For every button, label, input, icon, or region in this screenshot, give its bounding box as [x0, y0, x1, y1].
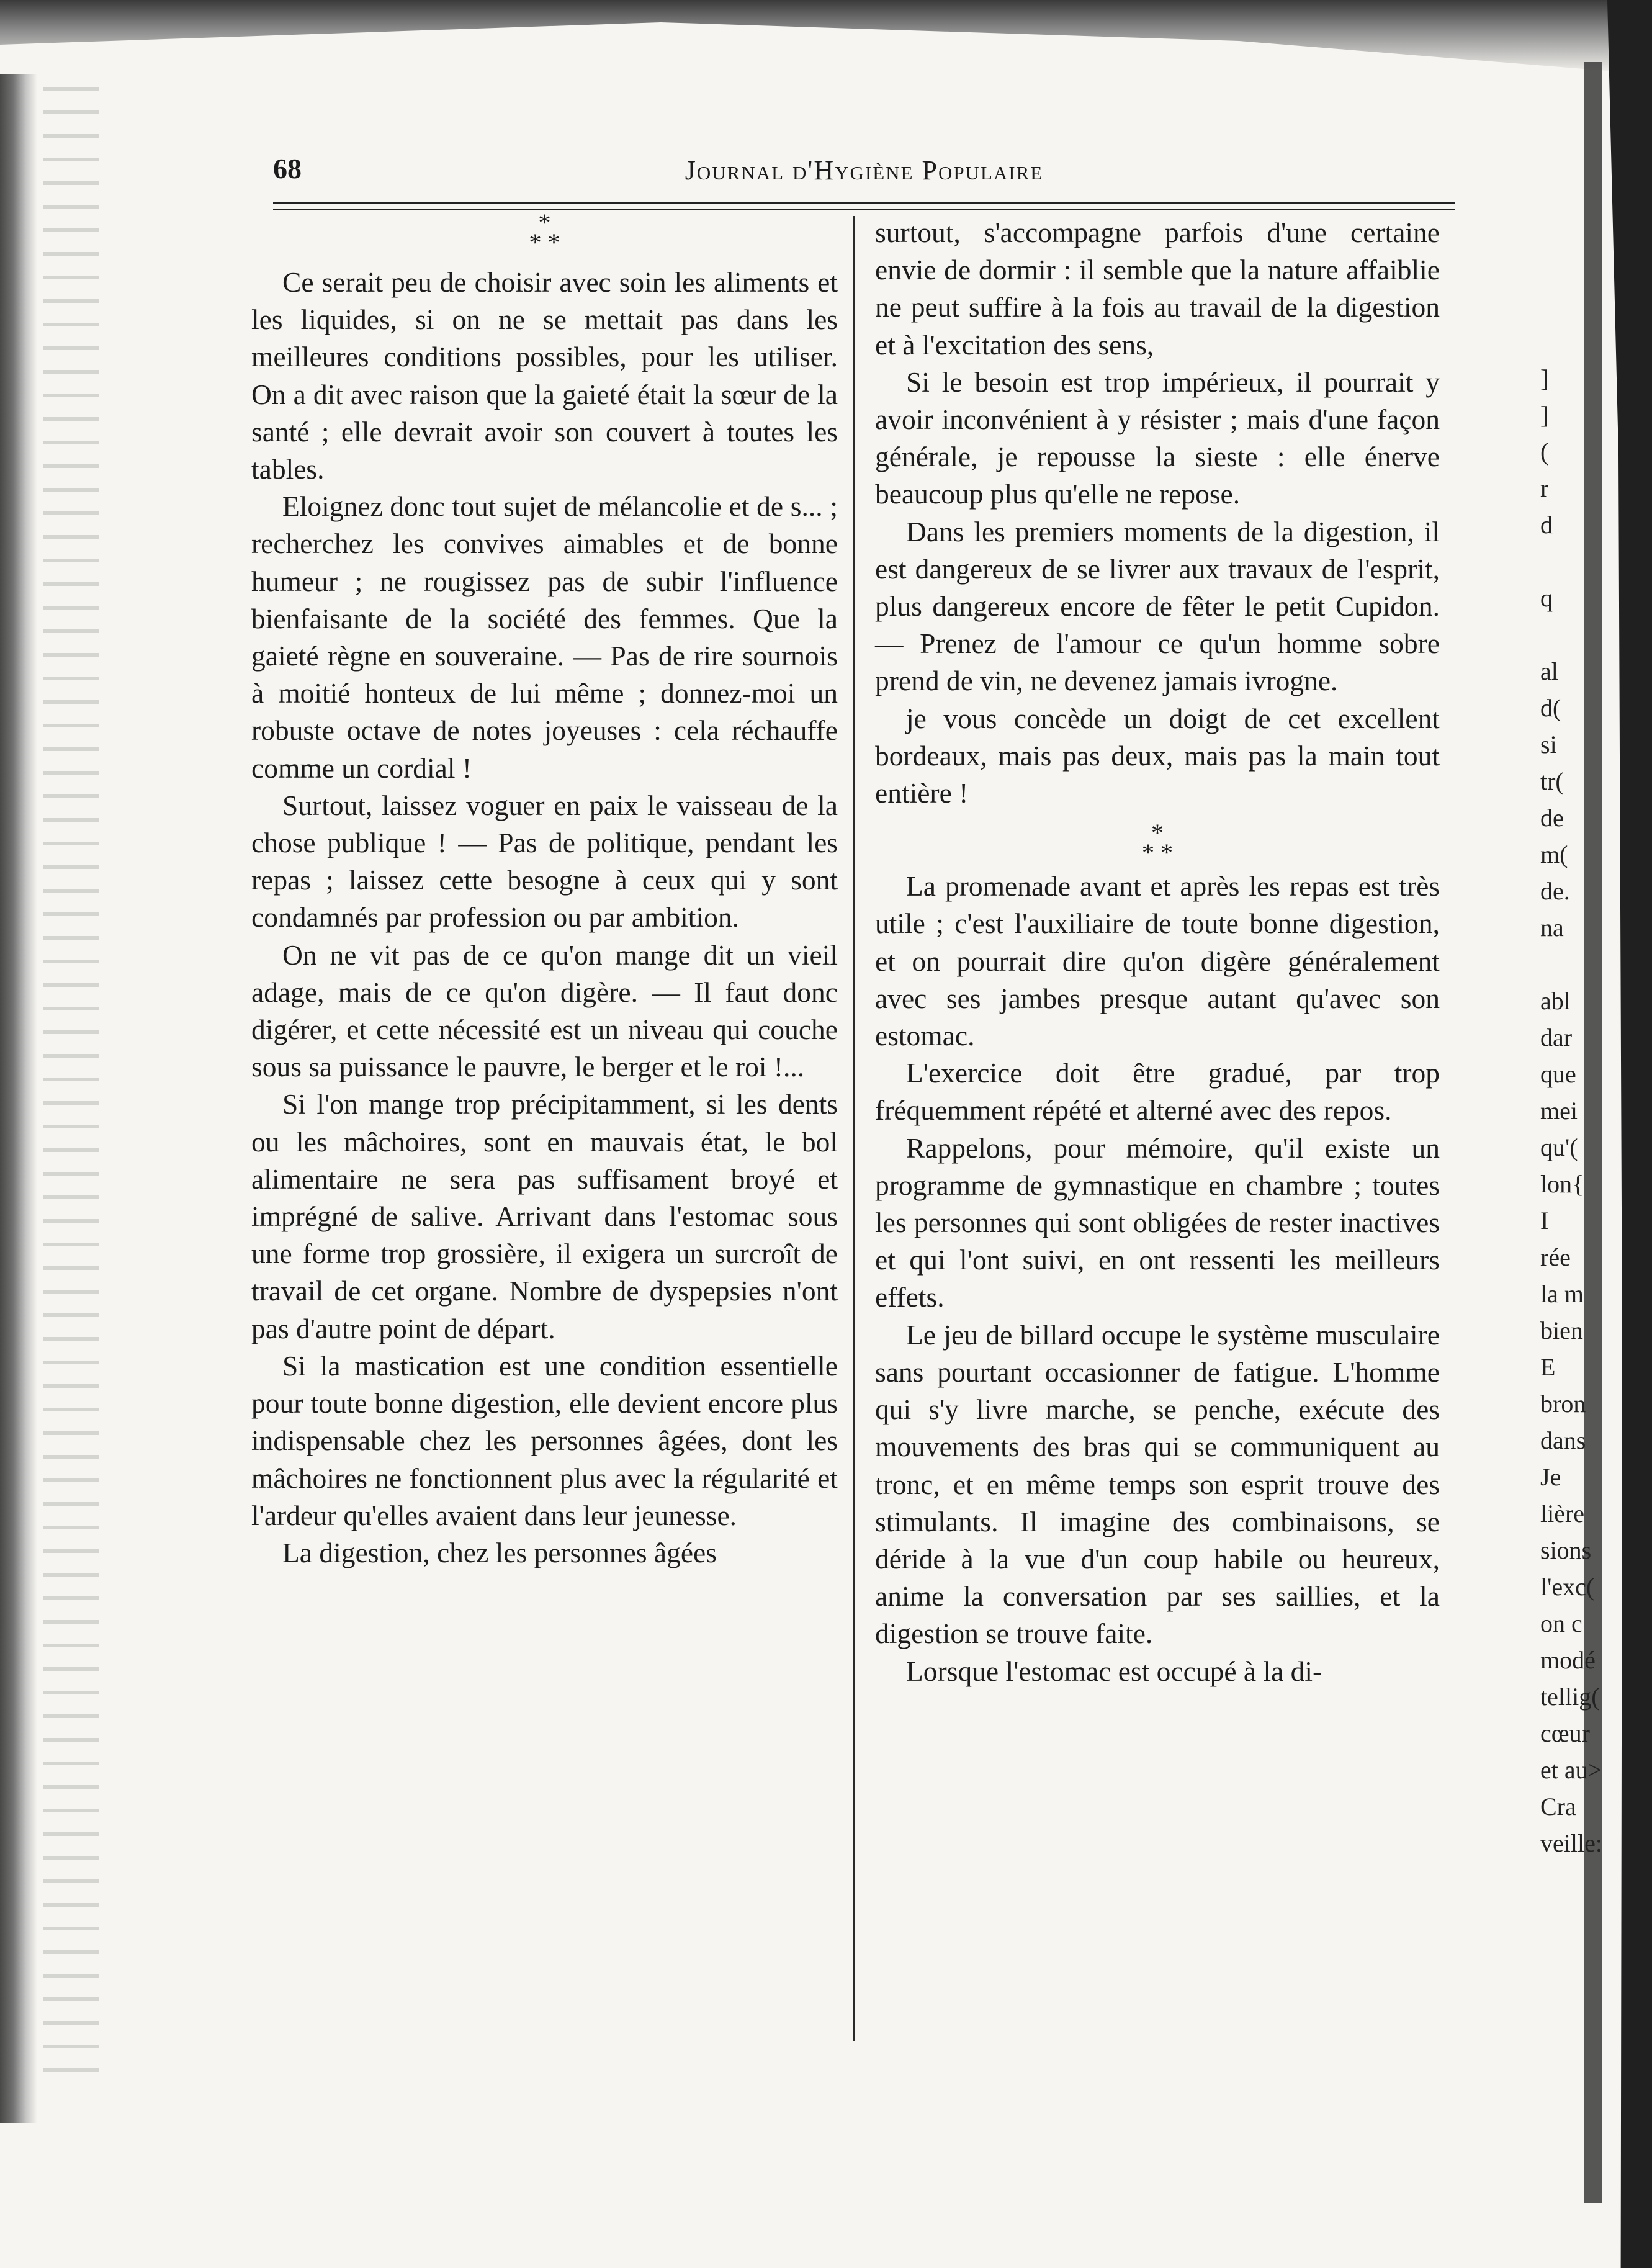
paragraph: L'exercice doit être gradué, par trop fréquemment répété et alterné avec des repos. — [875, 1057, 1440, 1127]
facing-page-fragment: modé — [1540, 1646, 1596, 1674]
facing-page-fragment: q — [1540, 584, 1553, 612]
paragraph: Rappelons, pour mémoire, qu'il existe un programme de gymnastique en chambre ; toutes les personnes qui sont obligées de rester inactives et qui l'ont suivi, en ont ressenti les meilleurs effets. — [875, 1132, 1440, 1313]
facing-page-fragment: d( — [1540, 694, 1561, 722]
paragraph: La digestion, chez les personnes âgées — [282, 1536, 717, 1568]
paragraph: Le jeu de billard occupe le système musculaire sans pourtant occasionner de fatigue. L'homme qui s'y livre marche, se penche, exécute des mouvements des bras qui se communiquent au tronc, et en même temps son esprit trouve des stimulants. Il imagine des combinaisons, se déride à la vue d'un coup habile ou heureux, anime la conversation par ses saillies, et la digestion se trouve faite. — [875, 1318, 1440, 1650]
facing-page-fragment: dans — [1540, 1426, 1586, 1454]
facing-page-fragment — [1540, 543, 1633, 580]
facing-page-fragment: na — [1540, 914, 1564, 942]
facing-page-fragment: abl — [1540, 987, 1571, 1015]
facing-page-fragment: al — [1540, 657, 1558, 685]
facing-page-fragment — [1540, 616, 1633, 653]
header-rule-bottom — [273, 209, 1455, 210]
facing-page-fragment: de — [1540, 804, 1564, 832]
facing-page-fragment: r — [1540, 474, 1549, 502]
facing-page-fragment: lon{ — [1540, 1170, 1584, 1198]
facing-page-fragment: qu'( — [1540, 1133, 1578, 1161]
facing-page-fragment: ] — [1540, 364, 1549, 392]
paragraph: Si le besoin est trop impérieux, il pourrait y avoir inconvénient à y résister ; mais d'une façon générale, je repousse la sieste : elle énerve beaucoup plus qu'elle ne repose. — [875, 366, 1440, 510]
section-asterism: * * * — [1142, 819, 1173, 867]
facing-page-fragment: bien — [1540, 1316, 1583, 1344]
section-asterism: * * * — [529, 209, 560, 256]
facing-page-fragment: veille: — [1540, 1829, 1602, 1857]
paragraph: Lorsque l'estomac est occupé à la di- — [906, 1655, 1322, 1687]
facing-page-fragment: tr( — [1540, 767, 1564, 795]
facing-page-fragment: sions — [1540, 1536, 1592, 1564]
paragraph: Si l'on mange trop précipitamment, si les dents ou les mâchoires, sont en mauvais état, le bol alimentaire ne sera pas suffisament broyé et imprégné de salive. Arrivant dans l'estomac sous une forme trop grossière, il exigera un surcroît de travail de cet organe. Nombre de dyspepsies n'ont pas d'autre point de départ. — [251, 1088, 838, 1344]
left-column — [251, 209, 838, 1572]
facing-page-fragments — [1540, 360, 1633, 1861]
running-header — [273, 152, 1455, 196]
facing-page-fragment: Cra — [1540, 1793, 1576, 1820]
paragraph: Ce serait peu de choisir avec soin les aliments et les liquides, si on ne se mettait pas dans les meilleures conditions possibles, pour les utiliser. On a dit avec raison que la gaieté était la sœur de la santé ; elle devrait avoir son couvert à toutes les tables. — [251, 266, 838, 485]
facing-page-fragment: d — [1540, 511, 1553, 539]
paragraph: On ne vit pas de ce qu'on mange dit un vieil adage, mais de ce qu'on digère. — Il faut donc digérer, et cette nécessité est un niveau qui couche sous sa puissance le pauvre, le berger et le roi !... — [251, 938, 838, 1083]
paragraph: Dans les premiers moments de la digestion, il est dangereux de se livrer aux travaux de l'esprit, plus dangereux encore de fêter le petit Cupidon. — Prenez de l'amour ce qu'un homme sobre prend de vin, ne devenez jamais ivrogne. — [875, 515, 1440, 697]
facing-page-fragment: la m — [1540, 1280, 1584, 1308]
right-column — [853, 214, 1440, 1690]
facing-page-fragment — [1540, 946, 1633, 983]
paragraph: je vous concède un doigt de cet excellent bordeaux, mais pas deux, mais pas la main tout entière ! — [875, 702, 1440, 809]
facing-page-fragment: bron — [1540, 1390, 1586, 1418]
facing-page-fragment: dar — [1540, 1024, 1573, 1051]
facing-page-fragment: tellig( — [1540, 1683, 1600, 1711]
facing-page-fragment: que — [1540, 1060, 1576, 1088]
facing-page-fragment: de. — [1540, 877, 1570, 905]
facing-page-fragment: mei — [1540, 1097, 1578, 1125]
journal-title: Journal d'Hygiène Populaire — [685, 155, 1044, 186]
paragraph: surtout, s'accompagne parfois d'une certaine envie de dormir : il semble que la nature affaiblie ne peut suffire à la fois au travail de la digestion et à l'excitation des sens, — [875, 217, 1440, 361]
paragraph: Eloignez donc tout sujet de mélancolie et de s... ; recherchez les convives aimables et de bonne humeur ; ne rougissez pas de subir l'influence bienfaisante de la société des femmes. Que la gaieté règne en souveraine. — Pas de rire sournois à moitié honteux de lui même ; donnez-moi un robuste octave de notes joyeuses : cela réchauffe comme un cordial ! — [251, 490, 838, 784]
scan-noise-left — [43, 87, 99, 2073]
page-number: 68 — [273, 153, 302, 184]
header-rule-top — [273, 202, 1455, 204]
paragraph: La promenade avant et après les repas est très utile ; c'est l'auxiliaire de toute bonne digestion, et on pourrait dire qu'on digère généralement avec ses jambes presque autant qu'avec son estomac. — [875, 870, 1440, 1052]
scan-shadow-left — [0, 74, 37, 2123]
facing-page-fragment: I — [1540, 1207, 1549, 1235]
facing-page-fragment: et au> — [1540, 1756, 1602, 1784]
facing-page-fragment: ( — [1540, 438, 1549, 466]
facing-page-fragment: rée — [1540, 1243, 1571, 1271]
facing-page-fragment: ] — [1540, 401, 1549, 429]
facing-page-fragment: lière — [1540, 1500, 1585, 1528]
facing-page-fragment: Je — [1540, 1463, 1561, 1491]
facing-page-fragment: cœur — [1540, 1719, 1590, 1747]
scan-shadow-top — [0, 0, 1652, 74]
paragraph: Si la mastication est une condition essentielle pour toute bonne digestion, elle devient encore plus indispensable chez les personnes âgées, dont les mâchoires ne fonctionnent plus avec la régularité et l'ardeur qu'elles avaient dans leur jeunesse. — [251, 1349, 838, 1531]
facing-page-fragment: m( — [1540, 840, 1568, 868]
paragraph: Surtout, laissez voguer en paix le vaisseau de la chose publique ! — Pas de politique, pendant les repas ; laissez cette besogne à ceux qui y sont condamnés par profession ou par ambition. — [251, 789, 838, 934]
facing-page-fragment: on c — [1540, 1609, 1582, 1637]
facing-page-fragment: l'exc( — [1540, 1573, 1595, 1601]
facing-page-fragment: E — [1540, 1353, 1556, 1381]
facing-page-fragment: si — [1540, 731, 1557, 758]
